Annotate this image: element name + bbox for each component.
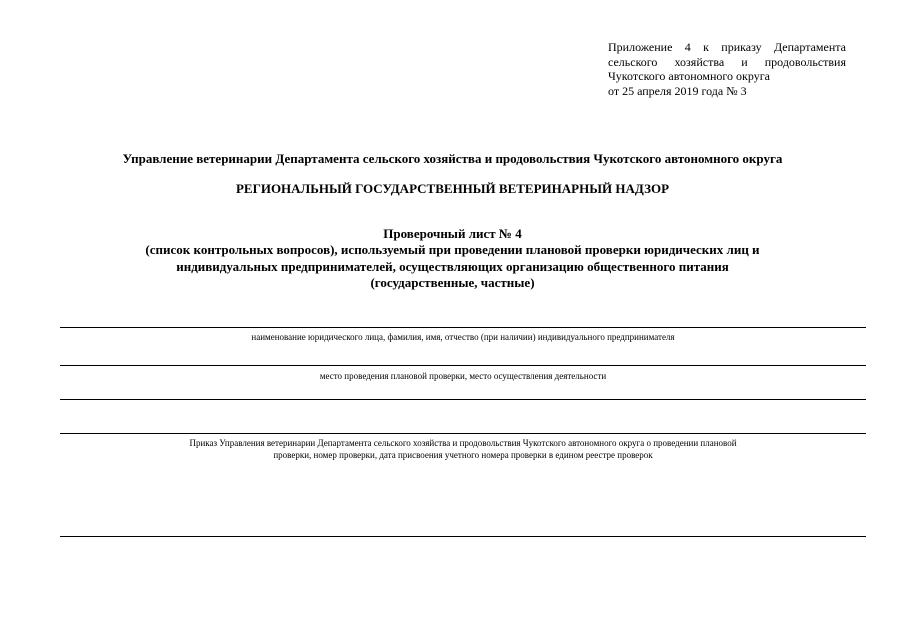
checklist-subtitle-line: (список контрольных вопросов), используемый при проведении плановой проверки юридических лиц и: [145, 242, 760, 258]
order-caption-line: проверки, номер проверки, дата присвоения учетного номера проверки в едином реестре проверок: [273, 450, 653, 460]
order-line[interactable]: [60, 433, 866, 434]
supervision-heading: РЕГИОНАЛЬНЫЙ ГОСУДАРСТВЕННЫЙ ВЕТЕРИНАРНЫЙ НАДЗОР: [235, 181, 670, 196]
appendix-line: от 25 апреля 2019 года № 3: [608, 83, 747, 98]
checklist-title: Проверочный лист № 4: [383, 226, 522, 241]
organization-heading: Управление ветеринарии Департамента сельского хозяйства и продовольствия Чукотского автономного округа: [122, 151, 783, 166]
entity-name-caption: наименование юридического лица, фамилия, имя, отчество (при наличии) индивидуального предпринимателя: [251, 332, 675, 342]
checklist-subtitle-line: индивидуальных предпринимателей, осуществляющих организацию общественного питания: [176, 258, 729, 274]
bottom-line[interactable]: [60, 536, 866, 537]
appendix-line: Чукотского автономного округа: [608, 69, 770, 83]
location-caption: место проведения плановой проверки, место осуществления деятельности: [319, 371, 607, 381]
appendix-note: [608, 40, 846, 98]
location-line[interactable]: [60, 365, 866, 366]
appendix-line: Приложение 4 к приказу Департамента: [608, 40, 846, 54]
order-caption: [60, 437, 866, 461]
checklist-subtitle-line: (государственные, частные): [370, 274, 535, 290]
entity-name-line[interactable]: [60, 327, 866, 328]
blank-line[interactable]: [60, 399, 866, 400]
order-caption-line: Приказ Управления ветеринарии Департамента сельского хозяйства и продовольствия Чукотского автономного округа о проведении плановой: [189, 438, 737, 448]
checklist-title-block: [0, 226, 905, 291]
appendix-line: сельского хозяйства и продовольствия: [608, 54, 846, 69]
